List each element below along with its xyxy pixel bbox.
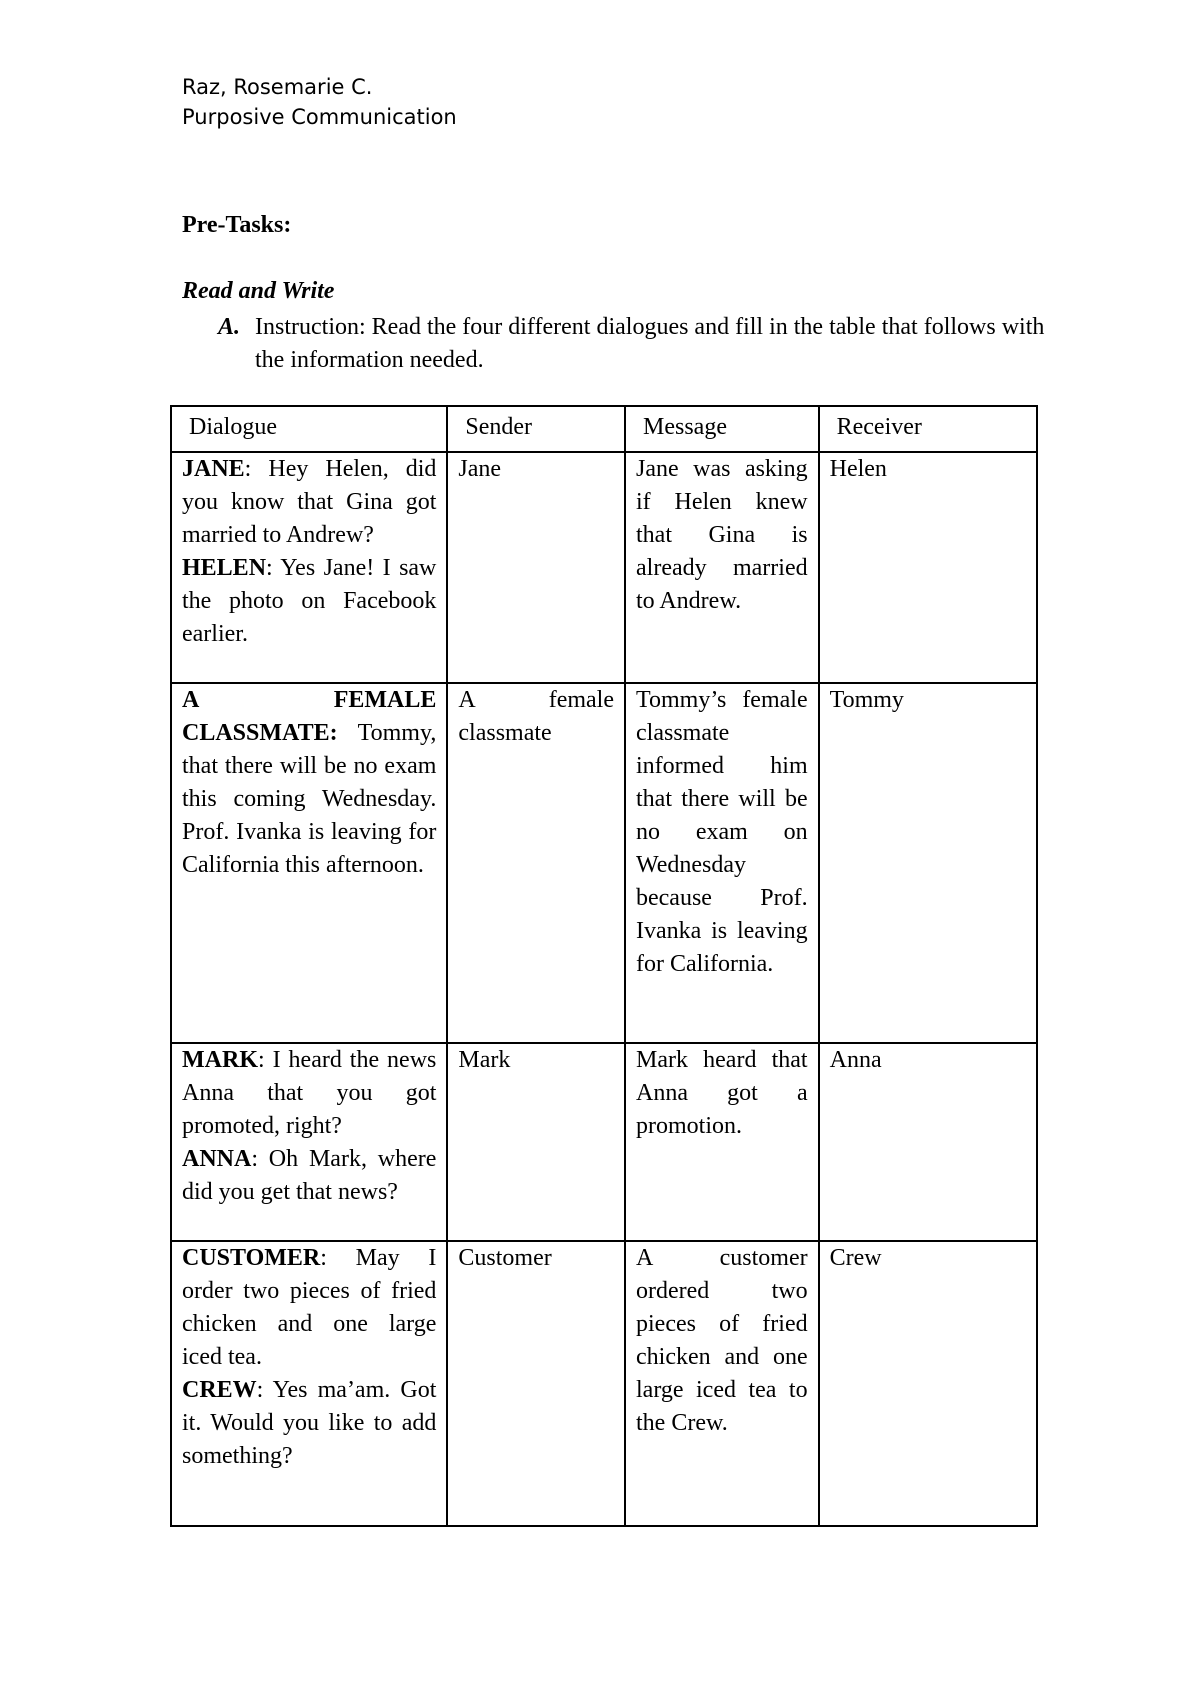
- dialogue-cell: [171, 1241, 447, 1526]
- sender-cell: A female classmate: [447, 683, 625, 1043]
- dialogue-cell: [171, 683, 447, 1043]
- sender-cell: Mark: [447, 1043, 625, 1241]
- message-cell: Jane was asking if Helen knew that Gina is already married to Andrew.: [625, 452, 819, 683]
- speaker-name: ANNA: [182, 1146, 252, 1172]
- speaker-name: HELEN: [182, 555, 267, 581]
- speaker-name: CREW: [182, 1377, 257, 1403]
- speaker-line: : Oh Mark, where did you get that news?: [182, 1146, 437, 1205]
- author-name: Raz, Rosemarie C.: [182, 75, 373, 99]
- header-dialogue: Dialogue: [171, 406, 447, 452]
- header-message: Message: [625, 406, 819, 452]
- receiver-cell: Anna: [819, 1043, 1037, 1241]
- section-title: Pre-Tasks:: [182, 212, 292, 238]
- instruction-paragraph: [218, 311, 1055, 377]
- table-row: [171, 683, 1037, 1043]
- dialogue-line: [182, 1044, 436, 1143]
- dialogue-line: [182, 1143, 436, 1209]
- instruction-letter: A.: [218, 314, 241, 340]
- dialogue-line: [182, 552, 436, 651]
- sender-cell: Jane: [447, 452, 625, 683]
- speaker-line: Tommy, that there will be no exam this coming Wednesday. Prof. Ivanka is leaving for California this afternoon.: [182, 720, 437, 878]
- dialogue-cell: [171, 452, 447, 683]
- receiver-cell: Crew: [819, 1241, 1037, 1526]
- header-receiver: Receiver: [819, 406, 1037, 452]
- sender-cell: Customer: [447, 1241, 625, 1526]
- speaker-line: : Yes Jane! I saw the photo on Facebook earlier.: [182, 555, 437, 647]
- instruction-text: Instruction: Read the four different dialogues and fill in the table that follows with the information needed.: [255, 314, 1045, 373]
- table-header-row: [171, 406, 1037, 452]
- header-sender: Sender: [447, 406, 625, 452]
- dialogue-line: [182, 1242, 436, 1374]
- message-cell: Tommy’s female classmate informed him that there will be no exam on Wednesday because Prof. Ivanka is leaving for California.: [625, 683, 819, 1043]
- dialogue-cell: [171, 1043, 447, 1241]
- dialogue-line: [182, 684, 436, 882]
- dialogue-line: [182, 453, 436, 552]
- dialogue-table: [170, 405, 1038, 1527]
- dialogue-line: [182, 1374, 436, 1473]
- speaker-name: JANE: [182, 456, 245, 482]
- speaker-name: MARK: [182, 1047, 258, 1073]
- course-name: Purposive Communication: [182, 105, 457, 129]
- message-cell: A customer ordered two pieces of fried chicken and one large iced tea to the Crew.: [625, 1241, 819, 1526]
- table-row: [171, 1241, 1037, 1526]
- table-row: [171, 452, 1037, 683]
- document-header: [182, 72, 457, 132]
- speaker-line: : I heard the news Anna that you got promoted, right?: [182, 1047, 437, 1139]
- speaker-name: CUSTOMER: [182, 1245, 321, 1271]
- speaker-line: : Yes ma’am. Got it. Would you like to add something?: [182, 1377, 437, 1469]
- speaker-line: : May I order two pieces of fried chicken and one large iced tea.: [182, 1245, 437, 1370]
- speaker-line: : Hey Helen, did you know that Gina got married to Andrew?: [182, 456, 437, 548]
- receiver-cell: Helen: [819, 452, 1037, 683]
- table-row: [171, 1043, 1037, 1241]
- receiver-cell: Tommy: [819, 683, 1037, 1043]
- speaker-name: A FEMALE CLASSMATE:: [182, 687, 437, 746]
- message-cell: Mark heard that Anna got a promotion.: [625, 1043, 819, 1241]
- subsection-title: Read and Write: [182, 278, 335, 304]
